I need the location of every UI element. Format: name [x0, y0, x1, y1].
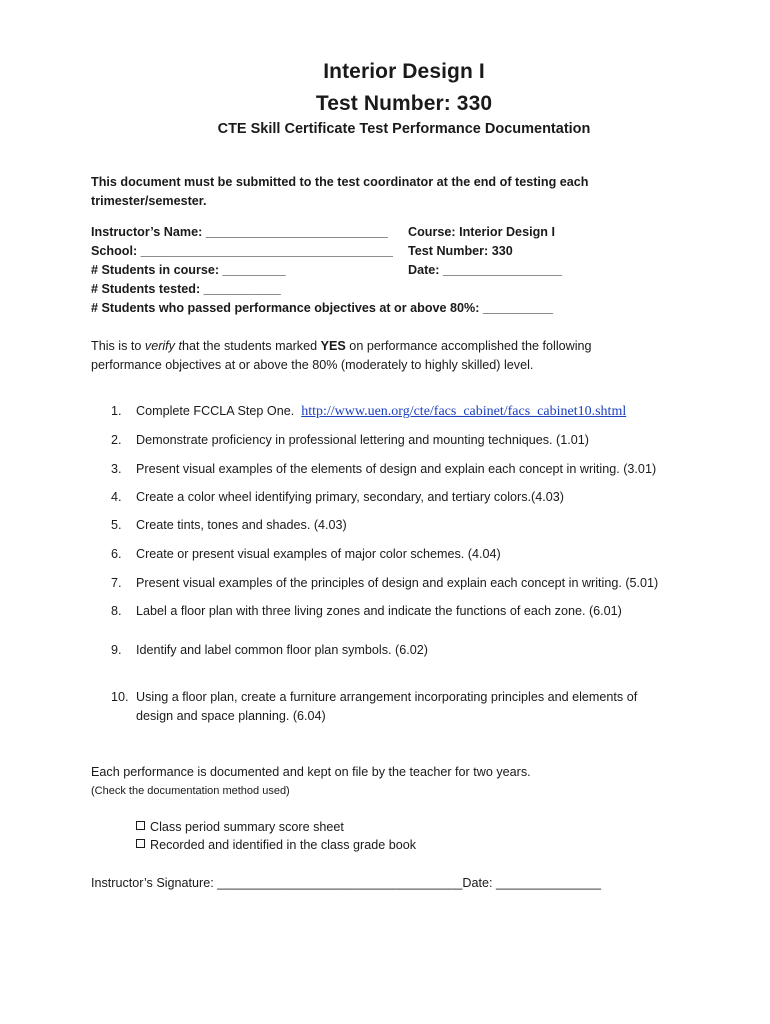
objective-item-1 [136, 403, 626, 420]
date-field: Date: _________________ [408, 263, 563, 277]
document-title: Interior Design I [323, 60, 485, 83]
checkbox[interactable] [136, 839, 145, 848]
objective-number: 8. [111, 604, 122, 618]
verify-pre: This is to [91, 339, 145, 353]
option-grade-book [136, 837, 416, 853]
objective-item-3: Present visual examples of the elements of design and explain each concept in writing. (3.01) [136, 462, 657, 476]
objective-number: 10. [111, 690, 129, 704]
instructor-signature-line: Instructor’s Signature: ___________________________________Date: _______________ [91, 876, 602, 890]
students-in-course-field: # Students in course: _________ [91, 263, 286, 277]
option-label: Recorded and identified in the class grade book [150, 838, 417, 852]
objective-item-4: Create a color wheel identifying primary, secondary, and tertiary colors.(4.03) [136, 490, 564, 504]
objective-number: 4. [111, 490, 122, 504]
objective-item-7: Present visual examples of the principles of design and explain each concept in writing. (5.01) [136, 576, 659, 590]
objective-item-2: Demonstrate proficiency in professional lettering and mounting techniques. (1.01) [136, 433, 589, 447]
verify-word: verify t [144, 339, 182, 353]
objective-item-9: Identify and label common floor plan symbols. (6.02) [136, 643, 428, 657]
objective-number: 6. [111, 547, 122, 561]
objective-item-10: Using a floor plan, create a furniture arrangement incorporating principles and elements of [136, 690, 638, 704]
test-number-title: Test Number: 330 [315, 92, 493, 115]
objective-item-6: Create or present visual examples of major color schemes. (4.04) [136, 547, 501, 561]
students-tested-field: # Students tested: ___________ [91, 282, 281, 296]
objective-number: 1. [111, 404, 122, 418]
documentation-statement: Each performance is documented and kept on file by the teacher for two years. [91, 765, 531, 779]
instructor-name-field: Instructor’s Name: __________________________ [91, 225, 388, 239]
intro-line-2: trimester/semester. [91, 194, 207, 208]
checkbox[interactable] [136, 821, 145, 830]
objective-number: 9. [111, 643, 122, 657]
objective-text: Complete FCCLA Step One. [136, 404, 295, 418]
document-subtitle: CTE Skill Certificate Test Performance Documentation [217, 121, 591, 137]
verify-mid: hat the students marked [181, 339, 321, 353]
verify-statement-line-2: performance objectives at or above the 80% (moderately to highly skilled) level. [91, 358, 534, 372]
objective-item-8: Label a floor plan with three living zones and indicate the functions of each zone. (6.01) [136, 604, 622, 618]
fccla-link[interactable]: http://www.uen.org/cte/facs_cabinet/facs_cabinet10.shtml [301, 404, 627, 419]
test-number-field: Test Number: 330 [408, 244, 513, 258]
option-summary-score-sheet [136, 819, 344, 835]
school-field: School: ____________________________________ [91, 244, 393, 258]
objective-number: 7. [111, 576, 122, 590]
intro-line-1: This document must be submitted to the test coordinator at the end of testing each [91, 175, 589, 189]
objective-number: 3. [111, 462, 122, 476]
verify-statement-line-1 [91, 338, 592, 354]
verify-post: on performance accomplished the following [345, 339, 592, 353]
objective-item-5: Create tints, tones and shades. (4.03) [136, 518, 347, 532]
yes-word: YES [320, 339, 346, 353]
option-label: Class period summary score sheet [150, 820, 344, 834]
students-passed-field: # Students who passed performance objectives at or above 80%: __________ [91, 301, 553, 315]
objective-item-10-continued: design and space planning. (6.04) [136, 709, 326, 723]
objective-number: 5. [111, 518, 122, 532]
documentation-instruction: (Check the documentation method used) [91, 785, 290, 797]
objective-number: 2. [111, 433, 122, 447]
course-field: Course: Interior Design I [408, 225, 555, 239]
